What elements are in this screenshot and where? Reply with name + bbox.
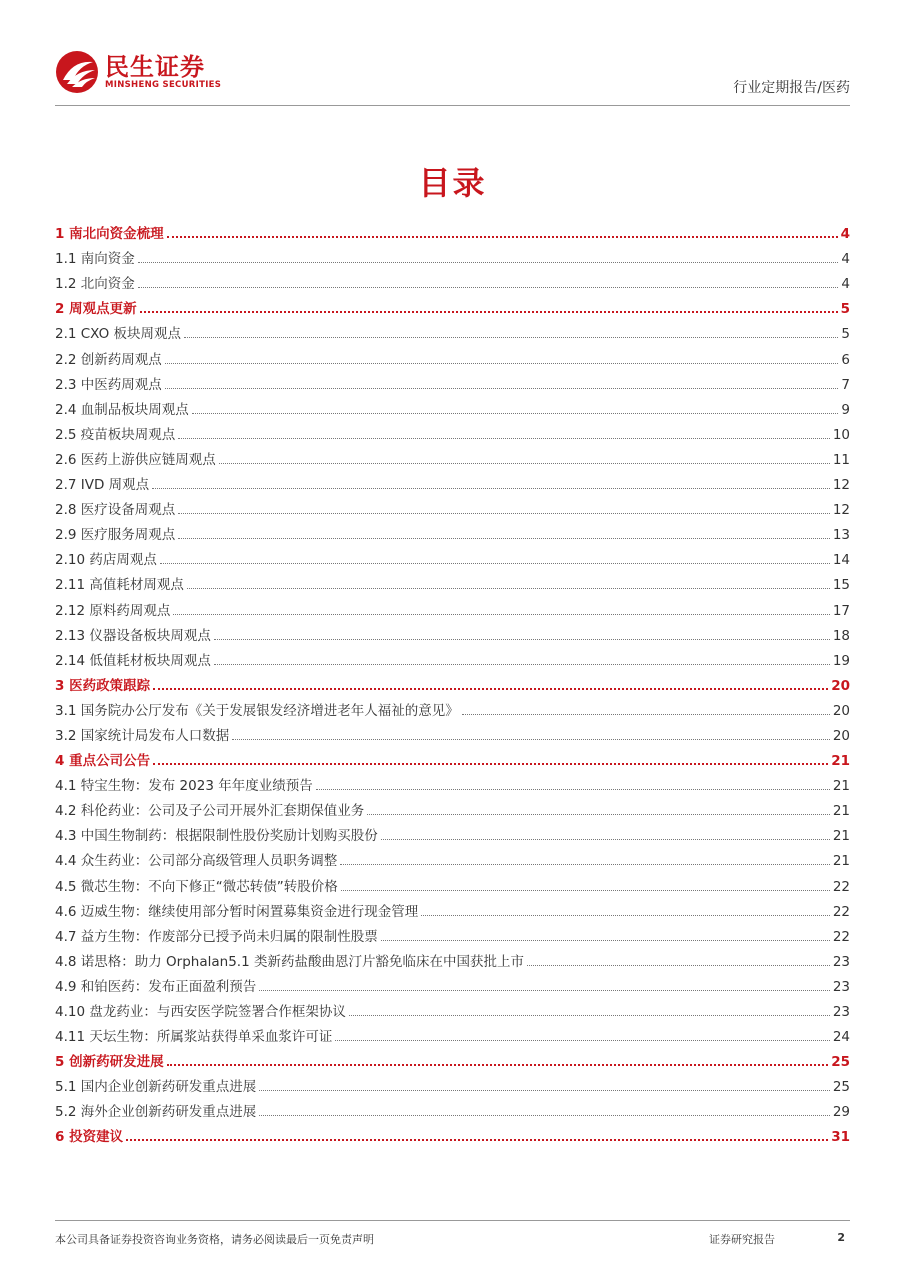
toc-entry-label: 2.5 疫苗板块周观点 — [55, 426, 176, 443]
toc-entry-page: 13 — [832, 527, 850, 544]
toc-dot-leader — [527, 965, 830, 966]
toc-subsection-entry[interactable] — [55, 493, 850, 518]
toc-entry-page: 20 — [832, 727, 850, 744]
toc-entry-page: 21 — [831, 753, 850, 770]
toc-entry-page: 7 — [841, 376, 850, 393]
toc-entry-label: 2.14 低值耗材板块周观点 — [55, 652, 211, 669]
toc-entry-page: 21 — [832, 803, 850, 820]
toc-subsection-entry[interactable] — [55, 920, 850, 945]
toc-dot-leader — [178, 538, 830, 539]
toc-dot-leader — [165, 388, 839, 389]
toc-subsection-entry[interactable] — [55, 995, 850, 1020]
toc-entry-label: 2.9 医疗服务周观点 — [55, 527, 176, 544]
toc-dot-leader — [259, 1115, 830, 1116]
toc-dot-leader — [140, 311, 838, 313]
toc-section-entry[interactable] — [55, 292, 850, 317]
minsheng-logo-icon — [55, 50, 99, 94]
toc-dot-leader — [153, 763, 828, 765]
toc-entry-page: 19 — [832, 652, 850, 669]
toc-subsection-entry[interactable] — [55, 317, 850, 342]
page-footer — [55, 1220, 850, 1246]
toc-dot-leader — [335, 1040, 829, 1041]
toc-entry-label: 2.11 高值耗材周观点 — [55, 577, 184, 594]
toc-entry-page: 23 — [832, 978, 850, 995]
footer-disclaimer: 本公司具备证券投资咨询业务资格，请务必阅读最后一页免责声明 — [55, 1233, 374, 1246]
toc-entry-label: 6 投资建议 — [55, 1129, 124, 1146]
toc-entry-page: 23 — [832, 1004, 850, 1020]
toc-section-entry[interactable] — [55, 1045, 850, 1070]
toc-dot-leader — [153, 688, 828, 690]
toc-dot-leader — [126, 1139, 828, 1141]
toc-entry-page: 9 — [841, 401, 850, 418]
toc-entry-page: 24 — [832, 1029, 850, 1046]
toc-entry-page: 25 — [832, 1079, 850, 1096]
toc-entry-label: 2.10 药店周观点 — [55, 552, 157, 569]
toc-entry-page: 11 — [832, 451, 850, 468]
toc-entry-label: 4.10 盘龙药业：与西安医学院签署合作框架协议 — [55, 1004, 346, 1020]
toc-dot-leader — [349, 1015, 830, 1016]
toc-subsection-entry[interactable] — [55, 844, 850, 869]
toc-subsection-entry[interactable] — [55, 619, 850, 644]
toc-dot-leader — [187, 588, 830, 589]
toc-dot-leader — [316, 789, 830, 790]
toc-entry-page: 21 — [832, 853, 850, 870]
toc-entry-label: 2.12 原料药周观点 — [55, 602, 171, 619]
toc-entry-label: 2 周观点更新 — [55, 301, 137, 318]
toc-entry-label: 3 医药政策跟踪 — [55, 677, 151, 694]
toc-entry-label: 1.1 南向资金 — [55, 251, 135, 268]
toc-entry-page: 20 — [832, 702, 850, 719]
toc-dot-leader — [381, 839, 830, 840]
toc-subsection-entry[interactable] — [55, 869, 850, 894]
toc-dot-leader — [259, 1090, 830, 1091]
toc-entry-label: 4.8 诺思格：助力 Orphalan5.1 类新药盐酸曲恩汀片豁免临床在中国获批上市 — [55, 953, 524, 970]
toc-entry-page: 21 — [832, 828, 850, 845]
toc-entry-label: 2.4 血制品板块周观点 — [55, 401, 189, 418]
page-header — [55, 50, 850, 106]
toc-subsection-entry[interactable] — [55, 267, 850, 292]
toc-subsection-entry[interactable] — [55, 819, 850, 844]
toc-dot-leader — [138, 287, 839, 288]
toc-subsection-entry[interactable] — [55, 393, 850, 418]
toc-subsection-entry[interactable] — [55, 769, 850, 794]
toc-dot-leader — [152, 488, 830, 489]
toc-entry-label: 4.4 众生药业：公司部分高级管理人员职务调整 — [55, 853, 338, 870]
toc-subsection-entry[interactable] — [55, 1020, 850, 1045]
toc-dot-leader — [167, 236, 838, 238]
toc-entry-label: 2.7 IVD 周观点 — [55, 477, 150, 494]
toc-entry-label: 2.6 医药上游供应链周观点 — [55, 451, 216, 468]
report-category: 行业定期报告/医药 — [733, 80, 850, 96]
toc-entry-label: 3.2 国家统计局发布人口数据 — [55, 727, 230, 744]
toc-entry-label: 5 创新药研发进展 — [55, 1054, 164, 1071]
toc-subsection-entry[interactable] — [55, 543, 850, 568]
toc-entry-page: 5 — [840, 301, 850, 318]
toc-dot-leader — [367, 814, 830, 815]
toc-entry-label: 2.8 医疗设备周观点 — [55, 502, 176, 519]
footer-page-number: 2 — [837, 1231, 845, 1244]
toc-section-entry[interactable] — [55, 217, 850, 242]
toc-entry-label: 2.2 创新药周观点 — [55, 351, 162, 368]
toc-dot-leader — [178, 513, 830, 514]
toc-dot-leader — [381, 940, 830, 941]
logo-english-name: MINSHENG SECURITIES — [105, 80, 222, 90]
toc-entry-page: 12 — [832, 502, 850, 519]
toc-subsection-entry[interactable] — [55, 443, 850, 468]
toc-entry-label: 4.7 益方生物：作废部分已授予尚未归属的限制性股票 — [55, 928, 378, 945]
toc-entry-page: 4 — [840, 226, 850, 243]
toc-entry-label: 1 南北向资金梳理 — [55, 226, 164, 243]
toc-dot-leader — [184, 337, 838, 338]
toc-subsection-entry[interactable] — [55, 719, 850, 744]
toc-entry-label: 2.13 仪器设备板块周观点 — [55, 627, 211, 644]
toc-entry-label: 1.2 北向资金 — [55, 276, 135, 293]
toc-entry-label: 2.1 CXO 板块周观点 — [55, 326, 181, 343]
toc-dot-leader — [421, 915, 830, 916]
toc-entry-label: 5.2 海外企业创新药研发重点进展 — [55, 1104, 257, 1121]
toc-subsection-entry[interactable] — [55, 518, 850, 543]
toc-dot-leader — [214, 664, 830, 665]
toc-subsection-entry[interactable] — [55, 593, 850, 618]
toc-subsection-entry[interactable] — [55, 418, 850, 443]
toc-section-entry[interactable] — [55, 1120, 850, 1145]
table-of-contents — [55, 217, 850, 1145]
toc-entry-label: 2.3 中医药周观点 — [55, 376, 162, 393]
toc-dot-leader — [138, 262, 839, 263]
toc-dot-leader — [219, 463, 830, 464]
toc-dot-leader — [178, 438, 830, 439]
toc-entry-label: 4.1 特宝生物：发布 2023 年年度业绩预告 — [55, 778, 313, 795]
toc-subsection-entry[interactable] — [55, 895, 850, 920]
toc-entry-label: 4.3 中国生物制药：根据限制性股份奖励计划购买股份 — [55, 828, 378, 845]
toc-entry-label: 4 重点公司公告 — [55, 753, 151, 770]
toc-dot-leader — [340, 864, 830, 865]
toc-entry-page: 4 — [841, 276, 850, 293]
toc-entry-label: 4.5 微芯生物：不向下修正“微芯转债”转股价格 — [55, 878, 338, 895]
toc-dot-leader — [341, 890, 830, 891]
toc-entry-page: 17 — [832, 602, 850, 619]
toc-entry-page: 6 — [841, 351, 850, 368]
toc-dot-leader — [232, 739, 830, 740]
toc-dot-leader — [192, 413, 839, 414]
toc-entry-label: 4.6 迈威生物：继续使用部分暂时闲置募集资金进行现金管理 — [55, 903, 419, 920]
toc-subsection-entry[interactable] — [55, 794, 850, 819]
toc-dot-leader — [167, 1064, 829, 1066]
toc-section-entry[interactable] — [55, 744, 850, 769]
toc-entry-page: 22 — [832, 903, 850, 920]
toc-entry-page: 23 — [832, 953, 850, 970]
toc-subsection-entry[interactable] — [55, 945, 850, 970]
toc-subsection-entry[interactable] — [55, 644, 850, 669]
toc-entry-page: 18 — [832, 627, 850, 644]
footer-report-type: 证券研究报告 — [709, 1233, 775, 1246]
toc-entry-page: 22 — [832, 928, 850, 945]
logo-chinese-name: 民生证券 — [105, 53, 205, 81]
toc-entry-page: 20 — [831, 677, 850, 694]
toc-section-entry[interactable] — [55, 669, 850, 694]
toc-entry-page: 21 — [832, 778, 850, 795]
toc-subsection-entry[interactable] — [55, 970, 850, 995]
page-title: 目录 — [418, 164, 487, 202]
toc-entry-page: 31 — [831, 1129, 850, 1146]
toc-entry-page: 10 — [832, 426, 850, 443]
toc-entry-page: 14 — [832, 552, 850, 569]
toc-entry-page: 12 — [832, 477, 850, 494]
toc-dot-leader — [259, 990, 830, 991]
toc-entry-page: 15 — [832, 577, 850, 594]
toc-subsection-entry[interactable] — [55, 1095, 850, 1120]
toc-dot-leader — [160, 563, 830, 564]
toc-entry-page: 29 — [832, 1104, 850, 1121]
toc-subsection-entry[interactable] — [55, 342, 850, 367]
toc-dot-leader — [173, 614, 829, 615]
toc-entry-label: 4.9 和铂医药：发布正面盈利预告 — [55, 978, 257, 995]
toc-dot-leader — [165, 363, 839, 364]
company-logo — [55, 50, 221, 94]
toc-subsection-entry[interactable] — [55, 368, 850, 393]
toc-entry-page: 25 — [831, 1054, 850, 1071]
toc-entry-page: 22 — [832, 878, 850, 895]
toc-subsection-entry[interactable] — [55, 1070, 850, 1095]
toc-entry-label: 5.1 国内企业创新药研发重点进展 — [55, 1079, 257, 1096]
toc-subsection-entry[interactable] — [55, 694, 850, 719]
toc-subsection-entry[interactable] — [55, 568, 850, 593]
toc-dot-leader — [462, 714, 830, 715]
toc-entry-page: 4 — [841, 251, 850, 268]
toc-entry-label: 4.11 天坛生物：所属浆站获得单采血浆许可证 — [55, 1029, 333, 1046]
toc-dot-leader — [214, 639, 830, 640]
toc-subsection-entry[interactable] — [55, 468, 850, 493]
toc-entry-label: 3.1 国务院办公厅发布《关于发展银发经济增进老年人福祉的意见》 — [55, 702, 459, 719]
toc-entry-page: 5 — [841, 326, 850, 343]
toc-entry-label: 4.2 科伦药业：公司及子公司开展外汇套期保值业务 — [55, 803, 365, 820]
toc-subsection-entry[interactable] — [55, 242, 850, 267]
